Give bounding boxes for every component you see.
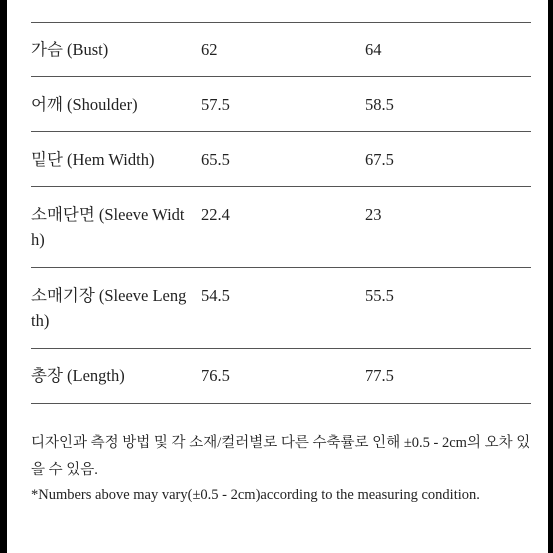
size-1-value: 54.5 [201,286,230,305]
row-label: 총장 (Length) [31,366,125,385]
size-1-value: 57.5 [201,95,230,114]
size-2-value: 58.5 [365,95,394,114]
row-divider [31,76,531,77]
size-1-value: 62 [201,40,218,59]
size-2-value: 67.5 [365,150,394,169]
size-2-value: 55.5 [365,286,394,305]
row-divider [31,403,531,404]
size-2-value: 23 [365,205,382,224]
row-divider [31,22,531,23]
size-2-value: 77.5 [365,366,394,385]
row-label: 소매단면 (Sleeve Widt h) [31,205,185,249]
row-divider [31,348,531,349]
measurement-note-korean: 디자인과 측정 방법 및 각 소재/컬러별로 다른 수축률로 인해 ±0.5 - 2cm의 오차 있을 수 있음. [31,435,531,478]
size-1-value: 65.5 [201,150,230,169]
row-label: 밑단 (Hem Width) [31,150,155,169]
row-label: 소매기장 (Sleeve Leng th) [31,286,187,330]
size-2-value: 64 [365,40,382,59]
row-divider [31,131,531,132]
measurement-note-english: *Numbers above may vary(±0.5 - 2cm)according to the measuring condition. [31,487,480,503]
row-divider [31,267,531,268]
row-label: 어깨 (Shoulder) [31,95,138,114]
size-1-value: 76.5 [201,366,230,385]
row-label: 가슴 (Bust) [31,40,109,59]
size-1-value: 22.4 [201,205,230,224]
size-chart-page [7,0,548,553]
row-divider [31,186,531,187]
